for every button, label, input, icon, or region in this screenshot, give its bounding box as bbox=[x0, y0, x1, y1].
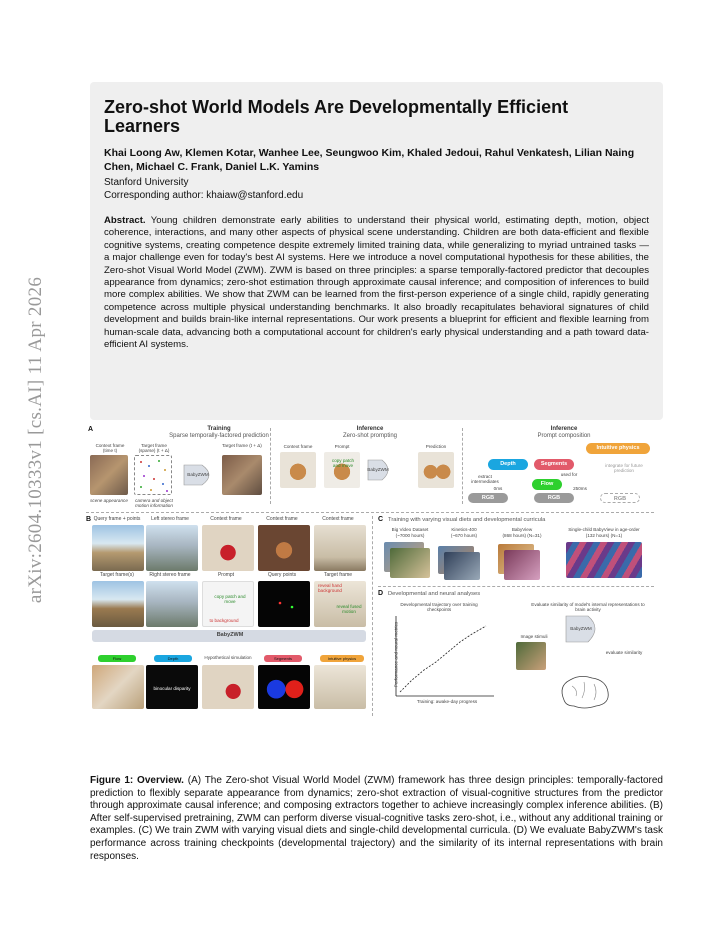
b-query-frame-image bbox=[92, 525, 144, 571]
training-context-image bbox=[90, 455, 128, 495]
panel-d-label: D bbox=[378, 590, 384, 597]
b-left-stereo-image bbox=[146, 525, 198, 571]
brain-icon bbox=[556, 672, 616, 712]
sparse-points-graphic bbox=[135, 456, 171, 494]
b-mid-header-1: Right stereo frame bbox=[149, 572, 191, 578]
caption-label: Figure 1: Overview. bbox=[90, 775, 184, 786]
b-task-hypothetical: Hypothetical simulation bbox=[204, 655, 252, 660]
corresponding-author: Corresponding author: khaiaw@stanford.edu bbox=[104, 190, 304, 201]
panel-d-title: Developmental and neural analyses bbox=[388, 591, 481, 597]
b-babyzwm-label: BabyZWM bbox=[216, 632, 244, 638]
babyzwm-label-a2: BabyZWM bbox=[367, 467, 389, 472]
abstract-label: Abstract. bbox=[104, 215, 146, 226]
trajectory-curve bbox=[400, 626, 486, 692]
b-header-1: Left stereo frame bbox=[151, 516, 189, 522]
b-target-frames-image bbox=[92, 581, 144, 627]
b-right-stereo-image bbox=[146, 581, 198, 627]
divider-bc bbox=[372, 516, 373, 716]
b-task-intuitive-physics: Intuitive physics bbox=[320, 655, 364, 662]
training-subtitle: Sparse temporally-factored prediction bbox=[169, 433, 269, 439]
dataset-1-hours: (~670 hours) bbox=[450, 533, 478, 538]
dataset-0-name: Big Video Dataset bbox=[391, 527, 429, 532]
query-points-graphic bbox=[258, 581, 310, 627]
ctx-frame-label: Context frame bbox=[283, 444, 313, 449]
inference-title: Inference bbox=[356, 426, 384, 432]
b-task-segments: Segments bbox=[264, 655, 302, 662]
b-mid-header-3: Query points bbox=[267, 572, 297, 578]
trajectory-plot bbox=[388, 614, 498, 706]
training-sparse-target-image bbox=[134, 455, 172, 495]
flow-node: Flow bbox=[532, 479, 562, 490]
babyzwm-label-d: BabyZWM bbox=[570, 626, 592, 631]
used-for-label: used for bbox=[560, 472, 578, 477]
context-frame-label: Context frame (time t) bbox=[95, 443, 125, 453]
image-stimuli-photo bbox=[516, 642, 546, 670]
paper-authors: Khai Loong Aw, Klemen Kotar, Wanhee Lee, Seungwoo Kim, Khaled Jedoui, Rahul Venkatesh, Lilian Naing Chen, Michael C. Frank, Daniel L.K. Yamins bbox=[104, 147, 635, 173]
b-header-0: Query frame + points bbox=[93, 516, 141, 522]
t1-label: 250ms bbox=[573, 486, 587, 491]
inference-prediction-image bbox=[418, 452, 454, 488]
abstract-text: Young children demonstrate early abilities to understand their physical world, estimating depth, motion, object coherence, interactions, and many other aspects of physical scene understanding. Children are both data-efficient and flexible cognitive systems, creating competence despite extremely limited training data, while generalizing to myriad untrained tasks — a major challenge even for today's best AI systems. Here we introduce a novel computational hypothesis for these abilities, the Zero-shot Visual World Model (ZWM). ZWM is based on three principles: a sparse temporally-factored predictor that decouples appearance from dynamics; zero-shot estimation through approximate causal inference; and composition of inferences to build more complex abilities. We show that ZWM can be learned from the first-person experience of a single child, rapidly generating competence across multiple physical understanding benchmarks. It also broadly recapitulates behavioral signatures of child development and builds brain-like internal representations. Our work presents a blueprint for efficient and flexible learning from human-scale data, advancing both a computational account for children's early physical understanding and a path toward data-efficient AI systems. bbox=[104, 215, 649, 351]
divider-ab bbox=[86, 512, 654, 513]
b-header-3: Context frame bbox=[266, 516, 298, 522]
b-mid-header-2: Prompt bbox=[217, 572, 235, 578]
dataset-2-hours: (868 hours) (N=31) bbox=[502, 533, 542, 538]
b-copy-patch-label: copy patch and move bbox=[214, 594, 246, 604]
b-binocular-label: binocular disparity bbox=[153, 686, 191, 691]
dataset-3-hours: (132 hours) (N=1) bbox=[585, 533, 623, 538]
b-header-2: Context frame bbox=[210, 516, 242, 522]
paper-affiliation: Stanford University bbox=[104, 177, 189, 188]
b-task-depth: Depth bbox=[154, 655, 192, 662]
prompt-label: Prompt bbox=[334, 444, 350, 449]
b-context-image-3 bbox=[314, 525, 366, 571]
panel-c-title: Training with varying visual diets and developmental curricula bbox=[388, 517, 546, 523]
divider-cd bbox=[378, 586, 654, 587]
extract-label: extract intermediates bbox=[471, 474, 499, 484]
b-task-flow: Flow bbox=[98, 655, 136, 662]
divider-a1 bbox=[270, 428, 271, 504]
evaluate-similarity-label: evaluate similarity bbox=[605, 650, 643, 655]
b-header-4: Context frame bbox=[322, 516, 354, 522]
traj-xlabel: Training: awake-day progress bbox=[416, 699, 478, 704]
traj-title: Developmental trajectory over training checkpoints bbox=[400, 602, 478, 612]
b-context-image-1 bbox=[202, 525, 254, 571]
b-hypothetical-output-image bbox=[202, 665, 254, 709]
panel-c-label: C bbox=[378, 516, 384, 523]
dataset-3-stack bbox=[566, 542, 642, 578]
divider-a2 bbox=[462, 428, 463, 504]
b-mid-header-4: Target frame bbox=[323, 572, 353, 578]
b-context-image-2 bbox=[258, 525, 310, 571]
dataset-1-stack-2 bbox=[444, 552, 480, 580]
target-sparse-label: Target frame (sparse) (t + Δ) bbox=[138, 443, 170, 453]
inference2-subtitle: Prompt composition bbox=[537, 433, 591, 439]
b-intuitive-physics-output-image bbox=[314, 665, 366, 709]
target-frame-label: Target frame (t + Δ) bbox=[222, 443, 262, 448]
rgb-node-future: RGB bbox=[600, 493, 640, 503]
copy-patch-label-a: copy patch and move bbox=[331, 458, 355, 468]
segments-node: Segments bbox=[534, 459, 574, 470]
b-flow-output-image bbox=[92, 665, 144, 709]
dataset-1-name: Kinetics-400 bbox=[451, 527, 477, 532]
dataset-2-stack-2 bbox=[504, 550, 540, 580]
abstract bbox=[104, 215, 649, 351]
prediction-label: Prediction bbox=[425, 444, 447, 449]
traj-ylabel: Performance and neural metrics bbox=[393, 621, 399, 688]
b-reveal-hand-label: reveal hand background bbox=[317, 583, 342, 593]
dataset-2-name: BabyView bbox=[511, 527, 533, 532]
panel-b-label: B bbox=[86, 516, 92, 523]
inference-subtitle: Zero-shot prompting bbox=[342, 433, 398, 439]
b-segments-output-image bbox=[258, 665, 310, 709]
b-mid-header-0: Target frame(s) bbox=[100, 572, 134, 578]
intuitive-physics-node: Intuitive physics bbox=[586, 443, 650, 454]
paper-title: Zero-shot World Models Are Developmentally Efficient Learners bbox=[104, 97, 569, 136]
b-reveal-fused-label: reveal fused motion bbox=[336, 604, 362, 614]
b-to-background-label: to background bbox=[209, 618, 239, 623]
figure-caption bbox=[90, 775, 663, 863]
integrate-label: integrate for future prediction bbox=[605, 463, 643, 473]
t0-label: 0ms bbox=[493, 486, 503, 491]
image-stimuli-label: Image stimuli bbox=[520, 634, 548, 639]
arxiv-id: arXiv:2604.10333v1 [cs.AI] 11 Apr 2026 bbox=[25, 276, 46, 604]
inference-context-image bbox=[280, 452, 316, 488]
inference2-title: Inference bbox=[550, 426, 578, 432]
depth-node: Depth bbox=[488, 459, 528, 470]
rgb-node-1: RGB bbox=[534, 493, 574, 503]
panel-a-label: A bbox=[88, 426, 94, 433]
paper-header-box bbox=[90, 82, 663, 420]
arxiv-sidebar-stamp bbox=[24, 260, 48, 620]
b-query-points-image bbox=[258, 581, 310, 627]
babyzwm-label-a: BabyZWM bbox=[187, 472, 209, 477]
training-target-image bbox=[222, 455, 262, 495]
scene-appearance-label: scene appearance bbox=[90, 498, 128, 503]
camera-motion-label: camera and object motion information bbox=[135, 498, 173, 508]
dataset-3-name: Single-child BabyView in age-order bbox=[568, 527, 640, 532]
brain-title: Evaluate similarity of model's internal representations to brain activity bbox=[531, 602, 645, 612]
dataset-0-stack-2 bbox=[390, 548, 430, 578]
training-title: Training bbox=[207, 426, 231, 432]
figure-1 bbox=[84, 424, 656, 774]
caption-text: (A) The Zero-shot Visual World Model (ZWM) framework has three design principles: temporally-factored prediction to flexibly separate appearance from dynamics; zero-shot extraction of visual-cognitive structures from the predictor through approximate causal inference; and composing extractors together to achieve increasingly complex inference abilities. (B) After self-supervised pretraining, ZWM can perform diverse visual-cognitive tasks zero-shot, i.e., without any additional training or examples. (C) We train ZWM with varying visual diets and single-child developmental curricula. (D) We evaluate BabyZWM's task performance across training checkpoints (developmental trajectory) and the similarity of its internal representations with brain responses. bbox=[90, 775, 663, 862]
rgb-node-0: RGB bbox=[468, 493, 508, 503]
dataset-0-hours: (~7000 hours) bbox=[395, 533, 425, 538]
